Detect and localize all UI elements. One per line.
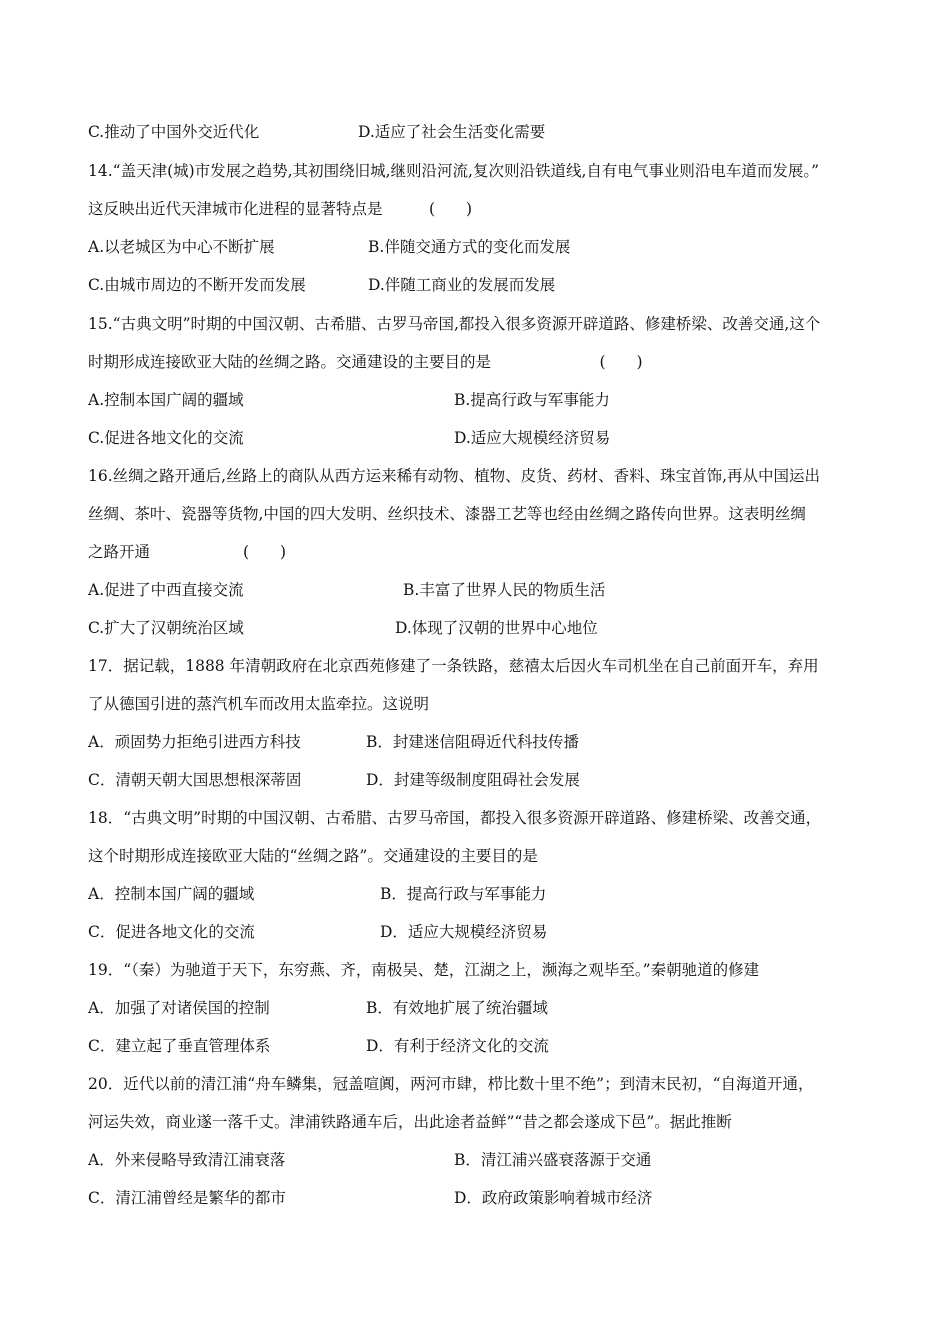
q15-stem-line-1: 15.“古典文明”时期的中国汉朝、古希腊、古罗马帝国,都投入很多资源开辟道路、修建桥梁、改善交通,这个 xyxy=(88,315,821,333)
q14-stem-line-2: 这反映出近代天津城市化进程的显著特点是 ( ) xyxy=(88,200,473,218)
q14-stem-line-1: 14.“盖天津(城)市发展之趋势,其初围绕旧城,继则沿河流,复次则沿铁道线,自有电气事业则沿电车道而发展。” xyxy=(88,162,820,180)
q20-option-a: A．外来侵略导致清江浦衰落 xyxy=(88,1151,286,1169)
q17-option-d: D．封建等级制度阻碍社会发展 xyxy=(366,771,580,789)
q18-stem-line-1: 18．“古典文明”时期的中国汉朝、古希腊、古罗马帝国，都投入很多资源开辟道路、修建桥梁、改善交通， xyxy=(88,809,822,827)
q16-option-d: D.体现了汉朝的世界中心地位 xyxy=(395,619,598,637)
q20-option-b: B．清江浦兴盛衰落源于交通 xyxy=(454,1151,652,1169)
q18-option-d: D．适应大规模经济贸易 xyxy=(380,923,548,941)
q17-option-b: B．封建迷信阻碍近代科技传播 xyxy=(366,733,579,751)
q18-option-c: C．促进各地文化的交流 xyxy=(88,923,255,941)
q15-option-d: D.适应大规模经济贸易 xyxy=(454,429,611,447)
q19-option-c: C．建立起了垂直管理体系 xyxy=(88,1037,271,1055)
q19-option-b: B．有效地扩展了统治疆域 xyxy=(366,999,548,1017)
q15-option-c: C.促进各地文化的交流 xyxy=(88,429,244,447)
q16-option-c: C.扩大了汉朝统治区域 xyxy=(88,619,244,637)
q16-stem-line-3: 之路开通 ( ) xyxy=(88,543,287,561)
q19-option-a: A．加强了对诸侯国的控制 xyxy=(88,999,270,1017)
q16-option-b: B.丰富了世界人民的物质生活 xyxy=(403,581,606,599)
q15-stem-line-2: 时期形成连接欧亚大陆的丝绸之路。交通建设的主要目的是 ( ) xyxy=(88,353,643,371)
q19-stem-line-1: 19．“（秦）为驰道于天下，东穷燕、齐，南极吴、楚，江湖之上，濒海之观毕至。”秦朝驰道的修建 xyxy=(88,961,760,979)
q17-stem-line-2: 了从德国引进的蒸汽机车而改用太监牵拉。这说明 xyxy=(88,695,430,713)
q14-option-c: C.由城市周边的不断开发而发展 xyxy=(88,276,306,294)
q20-stem-line-2: 河运失效，商业遂一落千丈。津浦铁路通车后，出此途者益鲜”“昔之都会遂成下邑”。据此推断 xyxy=(88,1113,732,1131)
q14-option-d: D.伴随工商业的发展而发展 xyxy=(368,276,556,294)
q17-stem-line-1: 17．据记载，1888 年清朝政府在北京西苑修建了一条铁路，慈禧太后因火车司机坐在自己前面开车，弃用 xyxy=(88,657,819,675)
q13-option-d: D.适应了社会生活变化需要 xyxy=(358,123,546,141)
q19-option-d: D．有利于经济文化的交流 xyxy=(366,1037,549,1055)
q20-option-d: D．政府政策影响着城市经济 xyxy=(454,1189,653,1207)
q16-option-a: A.促进了中西直接交流 xyxy=(88,581,244,599)
q15-option-b: B.提高行政与军事能力 xyxy=(454,391,610,409)
q20-option-c: C．清江浦曾经是繁华的都市 xyxy=(88,1189,286,1207)
q20-stem-line-1: 20．近代以前的清江浦“舟车鳞集，冠盖喧阗，两河市肆，栉比数十里不绝”；到清末民初，“自海道开通， xyxy=(88,1075,814,1093)
q17-option-a: A．顽固势力拒绝引进西方科技 xyxy=(88,733,301,751)
q18-stem-line-2: 这个时期形成连接欧亚大陆的“丝绸之路”。交通建设的主要目的是 xyxy=(88,847,538,865)
q18-option-b: B．提高行政与军事能力 xyxy=(380,885,547,903)
q18-option-a: A．控制本国广阔的疆域 xyxy=(88,885,255,903)
q16-stem-line-1: 16.丝绸之路开通后,丝路上的商队从西方运来稀有动物、植物、皮货、药材、香料、珠宝首饰,再从中国运出 xyxy=(88,467,821,485)
q13-option-c: C.推动了中国外交近代化 xyxy=(88,123,260,141)
q14-option-b: B.伴随交通方式的变化而发展 xyxy=(368,238,571,256)
q15-option-a: A.控制本国广阔的疆域 xyxy=(88,391,244,409)
q16-stem-line-2: 丝绸、茶叶、瓷器等货物,中国的四大发明、丝织技术、漆器工艺等也经由丝绸之路传向世界。这表明丝绸 xyxy=(88,505,806,523)
q14-option-a: A.以老城区为中心不断扩展 xyxy=(88,238,275,256)
q17-option-c: C．清朝天朝大国思想根深蒂固 xyxy=(88,771,302,789)
